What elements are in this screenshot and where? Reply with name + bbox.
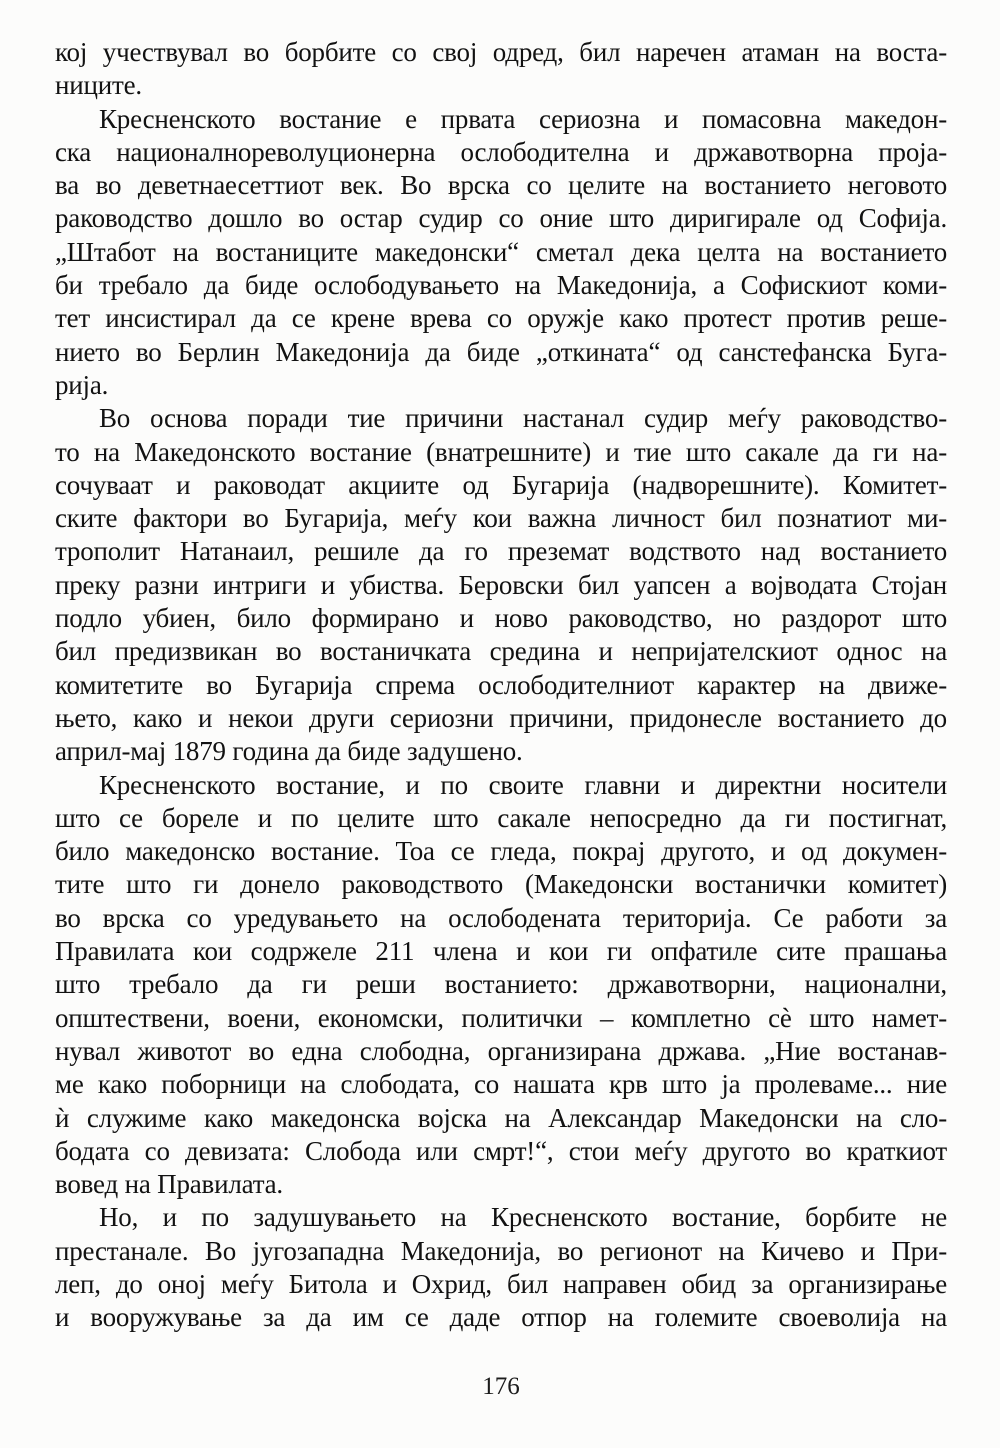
- text-line: ските фактори во Бугарија, меѓу кои важна личност бил познатиот ми-: [55, 503, 947, 534]
- text-line: преку разни интриги и убиства. Беровски бил уапсен а војводата Стојан: [55, 569, 947, 600]
- text-line: „Штабот на востаниците македонски“ сметал дека целта на востанието: [55, 236, 947, 267]
- text-line: сочуваат и раководат акциите од Бугарија (надворешните). Комитет-: [55, 469, 947, 500]
- text-line: што требало да ги реши востанието: државотворни, национални,: [55, 969, 947, 1000]
- text-line: Во основа поради тие причини настанал судир меѓу раководство-: [99, 403, 947, 434]
- paragraph: [55, 36, 947, 103]
- paragraph: [55, 1201, 947, 1334]
- text-line: би требало да биде ослободувањето на Македонија, а Софискиот коми-: [55, 270, 947, 301]
- text-line: тите што ги донело раководството (Македонски востанички комитет): [55, 869, 947, 900]
- text-line: ва во деветнаесеттиот век. Во врска со целите на востанието неговото: [55, 170, 947, 201]
- text-line: подло убиен, било формирано и ново раководство, но раздорот што: [55, 603, 947, 634]
- text-line: што се бореле и по целите што сакале непосредно да ги постигнат,: [55, 802, 947, 833]
- text-line: вовед на Правилата.: [55, 1169, 283, 1200]
- text-line: во врска со уредувањето на ослободената територија. Се работи за: [55, 902, 947, 933]
- text-line: бодата со девизата: Слобода или смрт!“, стои меѓу другото во краткиот: [55, 1135, 947, 1166]
- text-line: тет инсистирал да се крене врева со оружје како протест против реше-: [55, 303, 947, 334]
- text-line: ниците.: [55, 70, 142, 101]
- text-line: престанале. Во југозападна Македонија, во регионот на Кичево и При-: [55, 1235, 947, 1266]
- text-line: раководство дошло во остар судир со оние што диригирале од Софија.: [55, 203, 947, 234]
- text-line: април-мај 1879 година да биде задушено.: [55, 736, 523, 767]
- page-number: 176: [482, 1373, 520, 1400]
- paragraph: [55, 103, 947, 403]
- text-line: нувал животот во една слободна, организирана држава. „Ние востанав-: [55, 1035, 947, 1066]
- text-line: њето, како и некои други сериозни причини, придонесле востанието до: [55, 702, 947, 733]
- text-line: било македонско востание. Тоа се гледа, покрај другото, и од докумен-: [55, 836, 947, 867]
- text-line: ска националнореволуционерна ослободителна и државотворна проја-: [55, 136, 947, 167]
- paragraph: [55, 402, 947, 768]
- text-line: бил предизвикан во востаничката средина и непријателскиот однос на: [55, 636, 947, 667]
- text-line: Правилата кои содржеле 211 члена и кои ги опфатиле сите прашања: [55, 936, 947, 967]
- text-line: нието во Берлин Македонија да биде „откината“ од санстефанска Буга-: [55, 336, 947, 367]
- text-line: општествени, воени, економски, политички – комплетно сѐ што намет-: [55, 1002, 947, 1033]
- text-line: кој учествувал во борбите со свој одред, бил наречен атаман на воста-: [55, 37, 947, 67]
- text-line: Кресненското востание е првата сериозна и помасовна македон-: [99, 103, 947, 134]
- text-line: трополит Натанаил, решиле да го преземат водството над востанието: [55, 536, 947, 567]
- text-line: ѝ служиме како македонска војска на Александар Македонски на сло-: [55, 1102, 947, 1133]
- text-line: то на Македонското востание (внатрешните) и тие што сакале да ги на-: [55, 436, 947, 467]
- text-line: Кресненското востание, и по своите главни и директни носители: [99, 769, 947, 800]
- text-line: леп, до оној меѓу Битола и Охрид, бил направен обид за организирање: [55, 1268, 947, 1299]
- text-line: ме како поборници на слободата, со нашата крв што ја пролеваме... ние: [55, 1069, 947, 1100]
- text-line: рија.: [55, 369, 109, 400]
- text-line: комитетите во Бугарија спрема ослободителниот карактер на движе-: [55, 669, 947, 700]
- text-line: и вооружување за да им се даде отпор на големите своеволија на: [55, 1302, 947, 1333]
- page-text: [55, 36, 947, 1335]
- paragraph: [55, 769, 947, 1202]
- text-line: Но, и по задушувањето на Кресненското востание, борбите не: [99, 1202, 947, 1233]
